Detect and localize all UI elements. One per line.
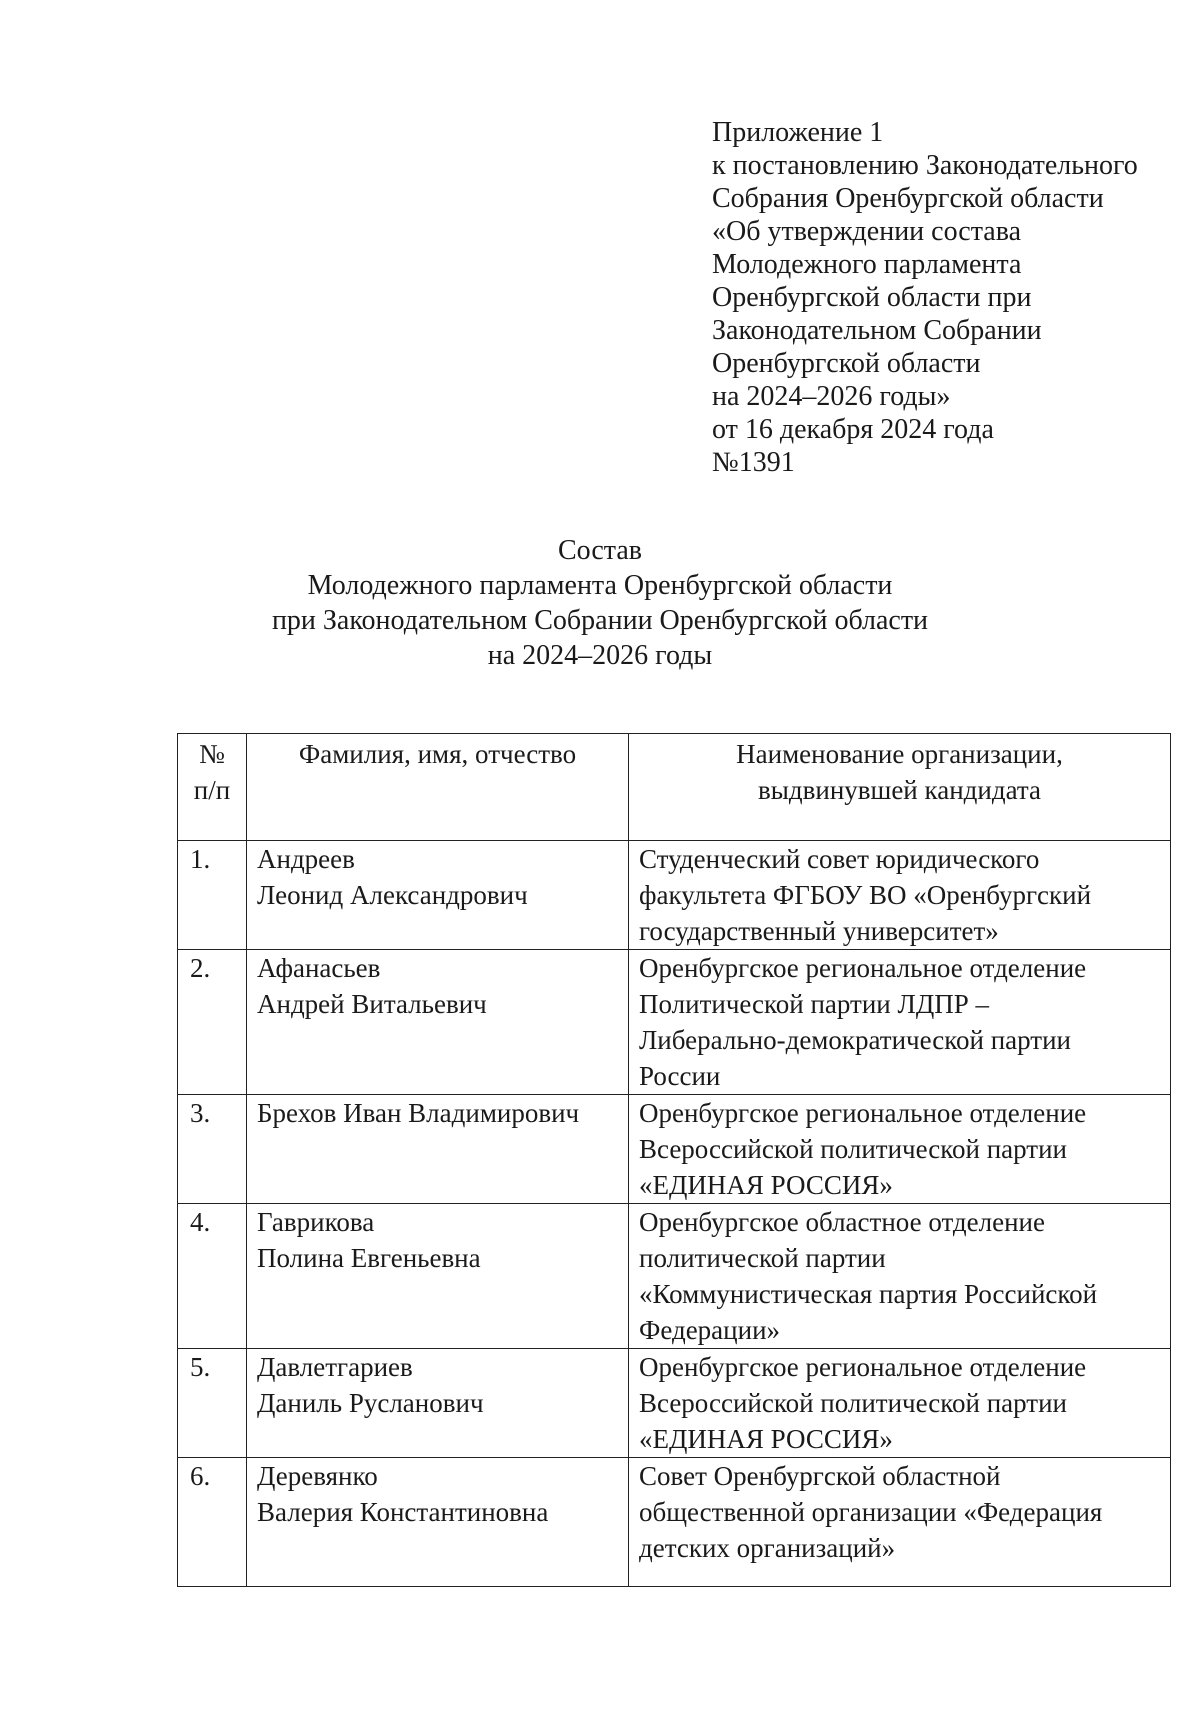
nominating-organization: Студенческий совет юридического факультета ФГБОУ ВО «Оренбургский государственный университет»: [629, 841, 1171, 950]
member-name: Гаврикова Полина Евгеньевна: [247, 1204, 629, 1349]
header-name: [247, 734, 629, 841]
header-org-line1: Наименование организации,: [736, 739, 1063, 769]
member-name: Брехов Иван Владимирович: [247, 1095, 629, 1204]
nominating-organization: Оренбургское региональное отделение Всероссийской политической партии «ЕДИНАЯ РОССИЯ»: [629, 1095, 1171, 1204]
member-name: Афанасьев Андрей Витальевич: [247, 950, 629, 1095]
row-number: 3.: [178, 1095, 247, 1204]
annex-line: Оренбургской области: [712, 348, 981, 379]
table-row: [178, 950, 1171, 1095]
annex-line: Приложение 1: [712, 117, 884, 148]
header-number-line1: №: [199, 739, 225, 769]
header-number: [178, 734, 247, 841]
members-table: [177, 733, 1171, 1587]
nominating-organization: Оренбургское региональное отделение Всероссийской политической партии «ЕДИНАЯ РОССИЯ»: [629, 1349, 1171, 1458]
annex-line: Оренбургской области при: [712, 282, 1032, 313]
table-row: [178, 841, 1171, 950]
row-number: 2.: [178, 950, 247, 1095]
table-row: [178, 1458, 1171, 1587]
header-name-label: Фамилия, имя, отчество: [298, 739, 577, 769]
row-number: 5.: [178, 1349, 247, 1458]
annex-number: №1391: [712, 447, 795, 478]
annex-line: Законодательном Собрании: [712, 315, 1042, 346]
annex-date: от 16 декабря 2024 года: [712, 414, 994, 445]
title-line: Молодежного парламента Оренбургской области: [307, 570, 893, 601]
document-title: [0, 533, 1200, 673]
nominating-organization: Оренбургское областное отделение политической партии «Коммунистическая партия Российской Федерации»: [629, 1204, 1171, 1349]
member-name: Андреев Леонид Александрович: [247, 841, 629, 950]
annex-line: Собрания Оренбургской области: [712, 183, 1104, 214]
row-number: 1.: [178, 841, 247, 950]
annex-line: к постановлению Законодательного: [712, 150, 1138, 181]
header-organization: [629, 734, 1171, 841]
title-line: на 2024–2026 годы: [487, 640, 713, 671]
title-line: Состав: [557, 535, 643, 566]
title-line: при Законодательном Собрании Оренбургской области: [271, 605, 929, 636]
table-row: [178, 1204, 1171, 1349]
table-row: [178, 1095, 1171, 1204]
table-row: [178, 1349, 1171, 1458]
nominating-organization: Совет Оренбургской областной общественной организации «Федерация детских организаций»: [629, 1458, 1171, 1587]
header-org-line2: выдвинувшей кандидата: [758, 775, 1041, 805]
header-number-line2: п/п: [193, 775, 231, 805]
table-header-row: [178, 734, 1171, 841]
member-name: Давлетгариев Даниль Русланович: [247, 1349, 629, 1458]
nominating-organization: Оренбургское региональное отделение Политической партии ЛДПР – Либерально-демократической партии России: [629, 950, 1171, 1095]
annex-line: Молодежного парламента: [712, 249, 1022, 280]
annex-reference: [712, 116, 1138, 479]
member-name: Деревянко Валерия Константиновна: [247, 1458, 629, 1587]
annex-line: на 2024–2026 годы»: [712, 381, 951, 412]
row-number: 4.: [178, 1204, 247, 1349]
row-number: 6.: [178, 1458, 247, 1587]
annex-line: «Об утверждении состава: [712, 216, 1021, 247]
